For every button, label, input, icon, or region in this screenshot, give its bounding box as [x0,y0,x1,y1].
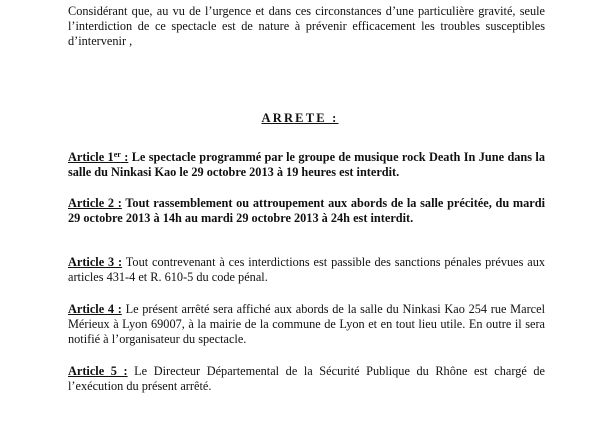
arrete-heading: ARRETE : [261,111,339,125]
article-3-label: Article 3 : [68,255,123,269]
article-1-text: Le spectacle programmé par le groupe de musique rock Death In June dans la salle du Ninkasi Kao le 29 octobre 2013 à 19 heures est interdit. [68,150,545,180]
article-4-label: Article 4 : [68,302,122,316]
article-2-paragraph [68,196,545,226]
article-1-paragraph [68,150,545,180]
article-5-paragraph [68,364,545,394]
article-2-text: Tout rassemblement ou attroupement aux abords de la salle précitée, du mardi 29 octobre 2013 à 14h au mardi 29 octobre 2013 à 24h est interdit. [68,196,545,226]
article-5-label: Article 5 : [68,364,128,378]
considerant-paragraph: Considérant que, au vu de l’urgence et dans ces circonstances d’une particulière gravité, seule l’interdiction de ce spectacle est de nature à prévenir efficacement les troubles susceptibles d’intervenir , [68,4,545,49]
article-4-text: Le présent arrêté sera affiché aux abords de la salle du Ninkasi Kao 254 rue Marcel Mérieux à Lyon 69007, à la mairie de la commune de Lyon et en tout lieu utile. En outre il sera notifié à l’organisateur du spectacle. [68,302,546,347]
article-2-label: Article 2 : [68,196,122,210]
article-3-text: Tout contrevenant à ces interdictions est passible des sanctions pénales prévues aux articles 431-4 et R. 610-5 du code pénal. [68,255,545,285]
article-3-paragraph [68,255,545,285]
article-5-text: Le Directeur Départemental de la Sécurité Publique du Rhône est chargé de l’exécution du présent arrêté. [68,364,546,394]
article-1-label: Article 1er : [68,150,129,164]
article-4-paragraph [68,302,545,348]
